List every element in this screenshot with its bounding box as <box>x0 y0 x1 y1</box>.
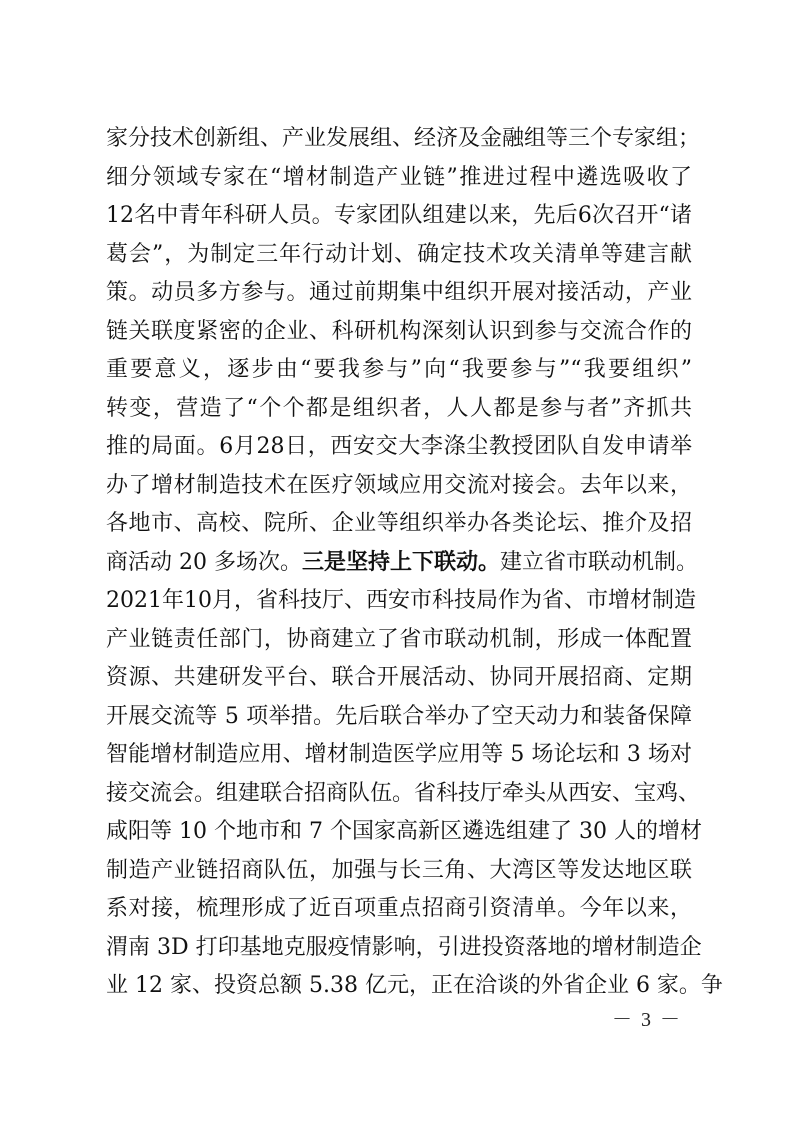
text-line: 资源、共建研发平台、联合开展活动、协同开展招商、定期 <box>106 665 692 690</box>
text-line: 重要意义，逐步由“要我参与”向“我要参与”“我要组织” <box>106 357 692 382</box>
text-line: 智能增材制造应用、增材制造医学应用等 5 场论坛和 3 场对 <box>106 742 692 767</box>
line-segment: 商活动 20 多场次。 <box>106 549 302 575</box>
text-line-mixed <box>106 544 699 583</box>
text-line: 系对接，梳理形成了近百项重点招商引资清单。今年以来， <box>106 896 692 921</box>
text-line: 转变，营造了“个个都是组织者，人人都是参与者”齐抓共 <box>106 395 692 421</box>
text-line: 策。动员多方参与。通过前期集中组织开展对接活动，产业 <box>106 280 692 305</box>
text-line: 开展交流等 5 项举措。先后联合举办了空天动力和装备保障 <box>106 703 692 729</box>
line-segment: 建立省市联动机制。 <box>500 549 699 575</box>
text-line: 接交流会。组建联合招商队伍。省科技厅牵头从西安、宝鸡、 <box>106 780 701 806</box>
text-line: 葛会”，为制定三年行动计划、确定技术攻关清单等建言献 <box>106 241 692 267</box>
body-text <box>106 120 723 1006</box>
text-line: 制造产业链招商队伍，加强与长三角、大湾区等发达地区联 <box>106 857 692 883</box>
text-line: 链关联度紧密的企业、科研机构深刻认识到参与交流合作的 <box>106 318 692 344</box>
text-line: 各地市、高校、院所、企业等组织举办各类论坛、推介及招 <box>106 511 692 536</box>
text-line: 家分技术创新组、产业发展组、经济及金融组等三个专家组； <box>106 126 701 151</box>
text-line: 办了增材制造技术在医疗领域应用交流对接会。去年以来， <box>106 472 692 498</box>
bold-heading-phrase: 三是坚持上下联动。 <box>301 549 500 575</box>
text-line: 推的局面。6月28日，西安交大李涤尘教授团队自发申请举 <box>106 434 692 459</box>
text-line: 咸阳等 10 个地市和 7 个国家高新区遴选组建了 30 人的增材 <box>106 819 702 844</box>
text-line: 业 12 家、投资总额 5.38 亿元，正在洽谈的外省企业 6 家。争 <box>106 973 723 998</box>
text-line: 细分领域专家在“增材制造产业链”推进过程中遴选吸收了 <box>106 164 692 190</box>
text-line: 产业链责任部门，协商建立了省市联动机制，形成一体配置 <box>106 626 692 652</box>
page-number: － 3 － <box>612 1009 682 1031</box>
text-line: 2021年10月，省科技厅、西安市科技局作为省、市增材制造 <box>106 588 696 613</box>
text-line: 渭南 3D 打印基地克服疫情影响，引进投资落地的增材制造企 <box>106 934 702 960</box>
text-line: 12名中青年科研人员。专家团队组建以来，先后6次召开“诸 <box>106 203 692 228</box>
